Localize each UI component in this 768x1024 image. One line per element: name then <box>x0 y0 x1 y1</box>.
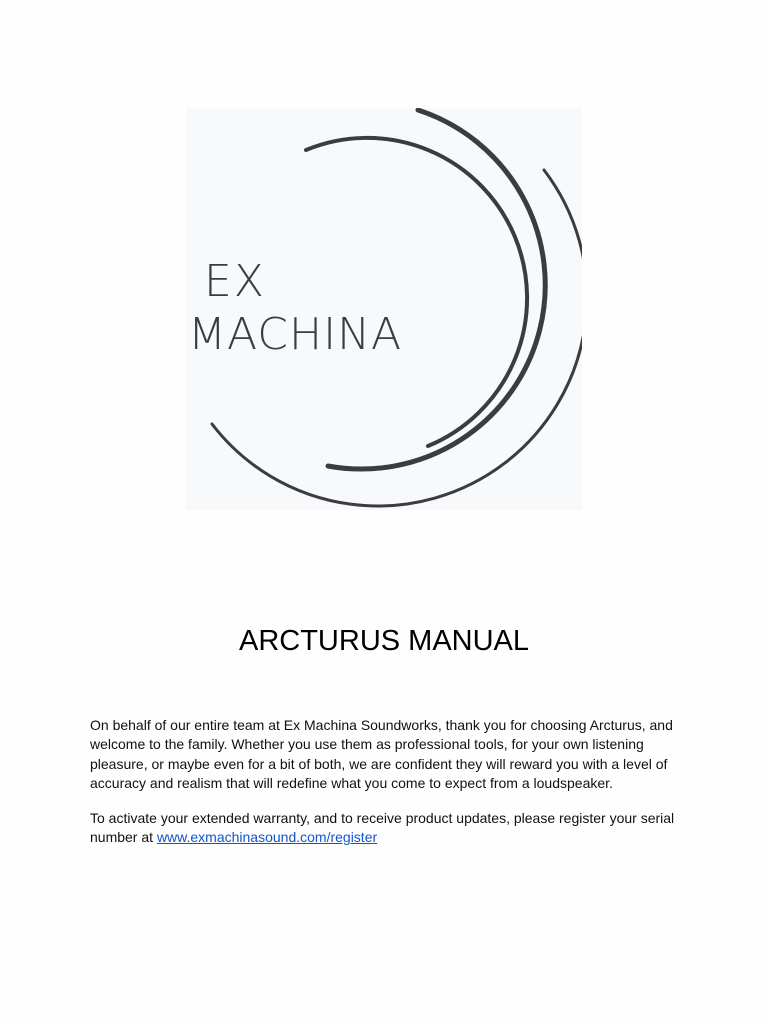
register-text: To activate your extended warranty, and to receive product updates, please register your serial number at <box>90 810 675 846</box>
logo-wordmark-line-2: MACHINA <box>188 309 403 360</box>
logo-middle-arc <box>328 110 545 469</box>
register-paragraph <box>90 809 680 848</box>
logo-wordmark-line-1: EX <box>204 256 266 307</box>
intro-paragraph: On behalf of our entire team at Ex Machina Soundworks, thank you for choosing Arcturus, and welcome to the family. Whether you use them as professional tools, for your own listening pleasure, or maybe even for a bit of both, we are confident they will reward you with a level of accuracy and realism that will redefine what you come to expect from a loudspeaker. <box>90 717 673 791</box>
logo-inner-arc <box>306 138 527 446</box>
ex-machina-logo <box>186 108 582 510</box>
document-title: ARCTURUS MANUAL <box>238 625 530 657</box>
register-link[interactable]: www.exmachinasound.com/register <box>156 829 378 846</box>
